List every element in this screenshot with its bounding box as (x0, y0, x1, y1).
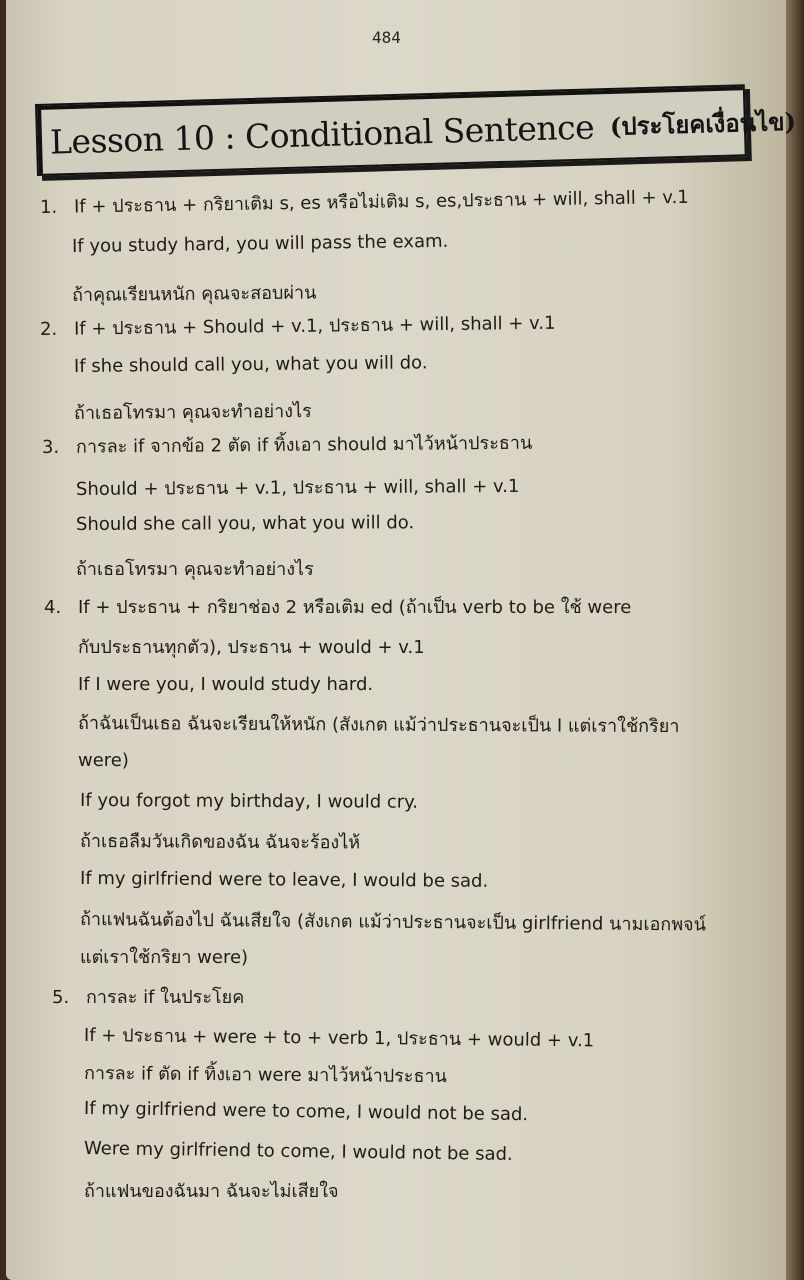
example-sentence: If I were you, I would study hard. (78, 674, 374, 695)
example-sentence: If she should call you, what you will do. (73, 352, 428, 377)
rule-line (44, 592, 631, 621)
thai-translation: ถ้าฉันเป็นเธอ ฉันจะเรียนให้หนัก (สังเกต แม้ว่าประธานจะเป็น I แต่เราใช้กริยา (77, 713, 680, 738)
rule-line (52, 982, 244, 1011)
rule-number: 4. (44, 597, 62, 618)
rule-text: การละ if ในประโยค (86, 987, 245, 1008)
example-sentence: If you forgot my birthday, I would cry. (79, 790, 419, 813)
rule-note: การละ if ตัด if ทิ้งเอา were มาไว้หน้าประธาน (83, 1063, 448, 1088)
example-sentence: If you study hard, you will pass the exam. (71, 230, 449, 257)
rule-formula: Should + ประธาน + v.1, ประธาน + will, shall + v.1 (75, 475, 520, 500)
lesson-title: Lesson 10 : Conditional Sentence (49, 106, 595, 162)
rule-number: 2. (39, 318, 58, 340)
thai-translation: ถ้าแฟนของฉันมา ฉันจะไม่เสียใจ (84, 1181, 339, 1202)
rule-number: 5. (52, 987, 70, 1008)
rule-text: If + ประธาน + กริยาช่อง 2 หรือเติม ed (ถ้าเป็น verb to be ใช้ were (78, 597, 632, 618)
example-sentence: If my girlfriend were to come, I would not be sad. (83, 1098, 529, 1126)
rule-text: การละ if จากข้อ 2 ตัด if ทิ้งเอา should มาไว้หน้าประธาน (75, 432, 533, 458)
rule-formula: If + ประธาน + were + to + verb 1, ประธาน + would + v.1 (83, 1025, 595, 1052)
rule-line (42, 428, 532, 461)
thai-translation: ถ้าคุณเรียนหนัก คุณจะสอบผ่าน (71, 282, 317, 306)
rule-text: If + ประธาน + กริยาเติม s, es หรือไม่เติม s, es,ประธาน + will, shall + v.1 (73, 186, 689, 218)
thai-translation: ถ้าเธอโทรมา คุณจะทำอย่างไร (76, 559, 314, 580)
thai-translation-continued: were) (78, 750, 129, 771)
thai-translation: ถ้าแฟนฉันต้องไป ฉันเสียใจ (สังเกต แม้ว่าประธานจะเป็น girlfriend นามเอกพจน์ (79, 909, 707, 936)
thai-translation: ถ้าเธอโทรมา คุณจะทำอย่างไร (73, 400, 312, 424)
rule-text: If + ประธาน + Should + v.1, ประธาน + will, shall + v.1 (73, 312, 556, 340)
example-sentence: Were my girlfriend to come, I would not be sad. (83, 1138, 513, 1165)
rule-number: 3. (41, 436, 60, 458)
rule-number: 1. (39, 196, 58, 218)
page-number: 484 (372, 28, 401, 47)
rule-continuation: กับประธานทุกตัว), ประธาน + would + v.1 (78, 637, 425, 658)
lesson-title-thai: (ประโยคเงื่อนไข) (609, 106, 797, 141)
thai-translation-continued: แต่เราใช้กริยา were) (80, 947, 249, 968)
thai-translation: ถ้าเธอลืมวันเกิดของฉัน ฉันจะร้องไห้ (79, 831, 361, 854)
example-sentence: Should she call you, what you will do. (75, 512, 415, 535)
book-spine (786, 0, 804, 1280)
example-sentence: If my girlfriend were to leave, I would be sad. (79, 868, 489, 892)
